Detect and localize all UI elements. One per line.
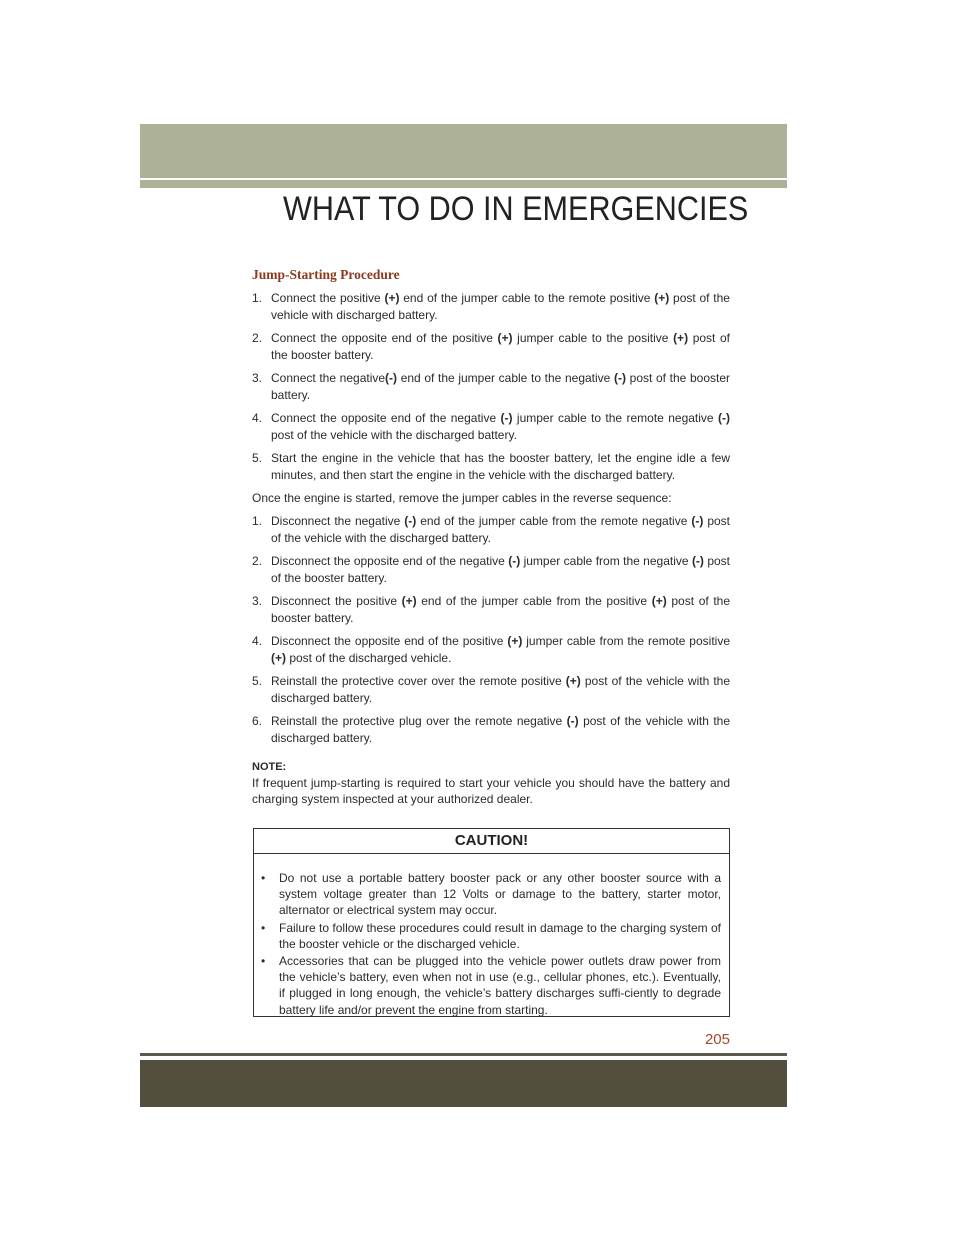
caution-item: • Accessories that can be plugged into the vehicle power outlets draw power from the vehicle’s battery, even when not in use (e.g., cellular phones, etc.). Eventually, if plugged in long enough, the vehicle’s battery discharges suffi-ciently to degrade battery life and/or prevent the engine from starting.	[261, 954, 721, 1017]
bullet-icon: •	[261, 954, 266, 969]
caution-item: • Do not use a portable battery booster pack or any other booster source with a system voltage greater than 12 Volts or damage to the battery, starter motor, alternator or electrical system may occur.	[261, 871, 721, 918]
footer-rule	[140, 1053, 787, 1056]
disconnect-step: 2. Disconnect the opposite end of the negative (-) jumper cable from the negative (-) post of the booster battery.	[252, 554, 731, 585]
disconnect-step: 3. Disconnect the positive (+) end of the jumper cable from the positive (+) post of the booster battery.	[252, 594, 731, 625]
header-rule	[140, 180, 787, 188]
bullet-icon: •	[261, 920, 266, 935]
disconnect-step: 5. Reinstall the protective cover over the remote positive (+) post of the vehicle with the discharged battery.	[252, 674, 731, 705]
main-content	[252, 266, 730, 807]
caution-list	[254, 854, 729, 1018]
section-heading: Jump-Starting Procedure	[252, 267, 400, 282]
page-number: 205	[704, 1031, 730, 1048]
bullet-icon: •	[261, 871, 266, 885]
removal-intro: Once the engine is started, remove the jumper cables in the reverse sequence:	[252, 491, 672, 505]
caution-heading: CAUTION!	[254, 829, 729, 854]
header-band	[140, 124, 787, 178]
connect-step: 4. Connect the opposite end of the negative (-) jumper cable to the remote negative (-) post of the vehicle with the discharged battery.	[252, 411, 730, 442]
caution-item: • Failure to follow these procedures could result in damage to the charging system of the booster vehicle or the discharged vehicle.	[261, 920, 721, 951]
caution-box	[253, 828, 730, 1017]
page-title: WHAT TO DO IN EMERGENCIES	[283, 190, 749, 228]
connect-steps-list	[252, 290, 730, 484]
disconnect-step: 1. Disconnect the negative (-) end of the jumper cable from the remote negative (-) post of the vehicle with the discharged battery.	[252, 514, 730, 545]
footer-band	[140, 1060, 787, 1107]
connect-step: 2. Connect the opposite end of the positive (+) jumper cable to the positive (+) post of the booster battery.	[252, 331, 731, 362]
disconnect-steps-list	[252, 513, 730, 747]
note-text: If frequent jump-starting is required to start your vehicle you should have the battery and charging system inspected at your authorized dealer.	[252, 776, 730, 806]
disconnect-step: 6. Reinstall the protective plug over the remote negative (-) post of the vehicle with the discharged battery.	[252, 714, 730, 745]
connect-step: 1. Connect the positive (+) end of the jumper cable to the remote positive (+) post of the vehicle with discharged battery.	[252, 291, 730, 322]
connect-step: 5. Start the engine in the vehicle that has the booster battery, let the engine idle a few minutes, and then start the engine in the vehicle with the discharged battery.	[252, 451, 730, 482]
disconnect-step: 4. Disconnect the opposite end of the positive (+) jumper cable from the remote positive (+) post of the discharged vehicle.	[252, 634, 730, 665]
connect-step: 3. Connect the negative(-) end of the jumper cable to the negative (-) post of the booster battery.	[252, 371, 730, 402]
note-label: NOTE:	[252, 761, 287, 773]
